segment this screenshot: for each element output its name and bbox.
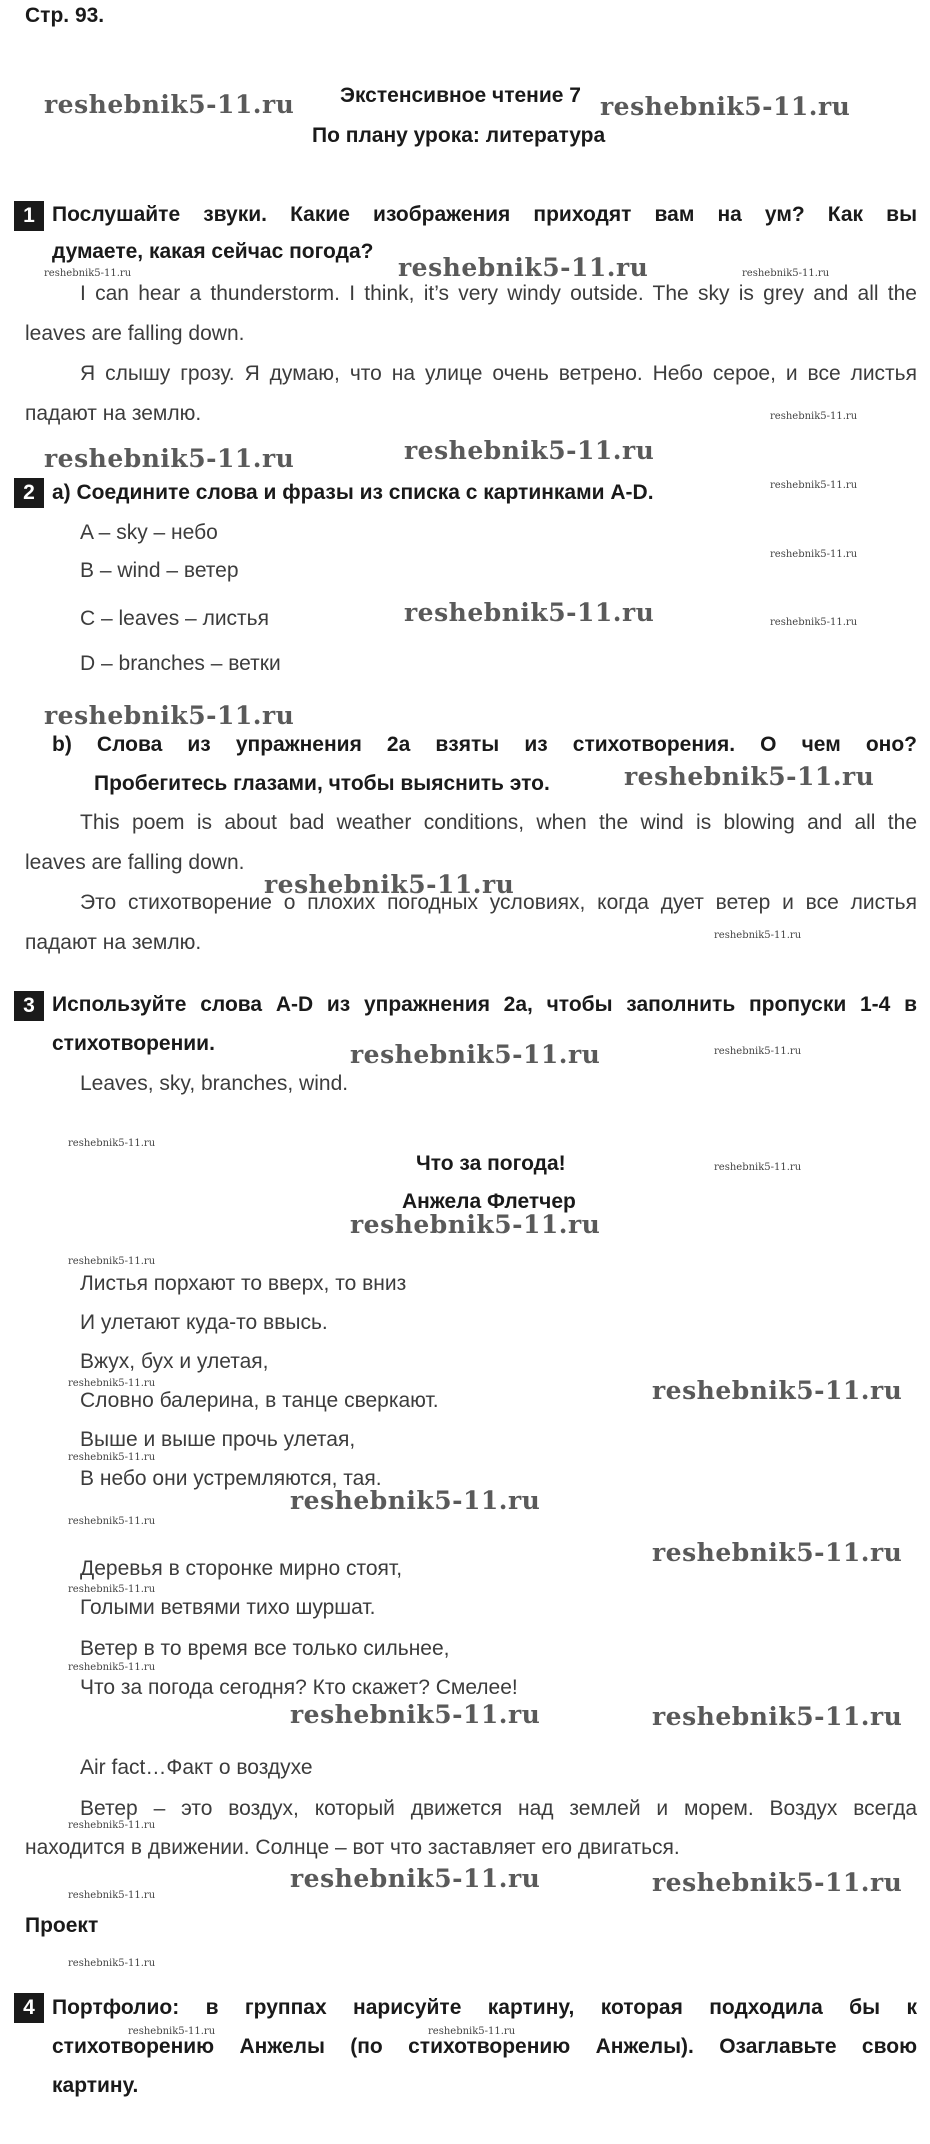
ex4-task-line3: картину. <box>52 2074 139 2097</box>
ex3-answer: Leaves, sky, branches, wind. <box>80 1072 349 1095</box>
watermark: reshebnik5-11.ru <box>398 253 649 282</box>
ex2-task-b-line2: Пробегитесь глазами, чтобы выяснить это. <box>94 772 550 795</box>
ex2-match-b: B – wind – ветер <box>80 559 239 582</box>
watermark: reshebnik5-11.ru <box>624 762 875 791</box>
page-subtitle: По плану урока: литература <box>312 124 606 147</box>
poem-line: И улетают куда-то ввысь. <box>80 1311 328 1334</box>
watermark: reshebnik5-11.ru <box>652 1538 903 1567</box>
watermark: reshebnik5-11.ru <box>290 1700 541 1729</box>
ex2-answer-en-line2: leaves are falling down. <box>25 851 245 874</box>
ex1-task-line2: думаете, какая сейчас погода? <box>52 240 374 263</box>
ex1-answer-en-line2: leaves are falling down. <box>25 322 245 345</box>
ex2-answer-ru-line2: падают на землю. <box>25 931 202 954</box>
watermark: reshebnik5-11.ru <box>44 90 295 119</box>
poem-title: Что за погода! <box>416 1152 566 1175</box>
watermark-small: reshebnik5-11.ru <box>68 1516 156 1527</box>
poem-line: В небо они устремляются, тая. <box>80 1467 382 1490</box>
ex3-task-line2: стихотворении. <box>52 1032 215 1055</box>
poem-line: Ветер в то время все только сильнее, <box>80 1637 450 1660</box>
watermark-small: reshebnik5-11.ru <box>44 268 132 279</box>
watermark: reshebnik5-11.ru <box>290 1864 541 1893</box>
watermark-small: reshebnik5-11.ru <box>714 1046 802 1057</box>
watermark: reshebnik5-11.ru <box>652 1868 903 1897</box>
watermark: reshebnik5-11.ru <box>652 1376 903 1405</box>
watermark-small: reshebnik5-11.ru <box>68 1452 156 1463</box>
watermark: reshebnik5-11.ru <box>404 598 655 627</box>
watermark-small: reshebnik5-11.ru <box>68 1890 156 1901</box>
poem-line: Листья порхают то вверх, то вниз <box>80 1272 407 1295</box>
ex4-task-line2: стихотворению Анжелы (по стихотворению Анжелы). Озаглавьте свою <box>52 2035 917 2058</box>
watermark-small: reshebnik5-11.ru <box>770 480 858 491</box>
watermark-small: reshebnik5-11.ru <box>68 1662 156 1673</box>
ex2-task-b-line1: b) Слова из упражнения 2a взяты из стихотворения. О чем оно? <box>52 733 917 756</box>
exercise-number-1: 1 <box>14 201 44 231</box>
ex2-match-a: A – sky – небо <box>80 521 218 544</box>
poem-line: Вжух, бух и улетая, <box>80 1350 269 1373</box>
poem-line: Голыми ветвями тихо шуршат. <box>80 1596 376 1619</box>
watermark-small: reshebnik5-11.ru <box>68 1584 156 1595</box>
watermark: reshebnik5-11.ru <box>290 1486 541 1515</box>
ex2-match-d: D – branches – ветки <box>80 652 281 675</box>
ex2-match-c: C – leaves – листья <box>80 607 269 630</box>
ex2-answer-ru-line1: Это стихотворение о плохих погодных условиях, когда дует ветер и все листья <box>80 891 917 914</box>
poem-line: Деревья в сторонке мирно стоят, <box>80 1557 403 1580</box>
air-fact-line1: Ветер – это воздух, который движется над землей и морем. Воздух всегда <box>80 1797 917 1820</box>
air-fact-line2: находится в движении. Солнце – вот что заставляет его двигаться. <box>25 1836 680 1859</box>
exercise-number-3: 3 <box>14 991 44 1021</box>
watermark: reshebnik5-11.ru <box>264 870 515 899</box>
ex2-answer-en-line1: This poem is about bad weather conditions, when the wind is blowing and all the <box>80 811 917 834</box>
ex1-answer-ru-line2: падают на землю. <box>25 402 202 425</box>
watermark-small: reshebnik5-11.ru <box>68 1820 156 1831</box>
watermark: reshebnik5-11.ru <box>652 1702 903 1731</box>
ex1-task-line1: Послушайте звуки. Какие изображения приходят вам на ум? Как вы <box>52 203 917 226</box>
watermark: reshebnik5-11.ru <box>404 436 655 465</box>
poem-author: Анжела Флетчер <box>402 1190 576 1213</box>
watermark: reshebnik5-11.ru <box>350 1040 601 1069</box>
ex3-task-line1: Используйте слова A-D из упражнения 2a, чтобы заполнить пропуски 1-4 в <box>52 993 917 1016</box>
watermark-small: reshebnik5-11.ru <box>428 2026 516 2037</box>
poem-line: Словно балерина, в танце сверкают. <box>80 1389 439 1412</box>
watermark: reshebnik5-11.ru <box>350 1210 601 1239</box>
exercise-number-4: 4 <box>14 1993 44 2023</box>
watermark-small: reshebnik5-11.ru <box>714 930 802 941</box>
watermark-small: reshebnik5-11.ru <box>714 1162 802 1173</box>
ex2-task-a: a) Соедините слова и фразы из списка с картинками A-D. <box>52 481 654 504</box>
poem-line: Что за погода сегодня? Кто скажет? Смелее! <box>80 1676 518 1699</box>
page-title: Экстенсивное чтение 7 <box>340 84 581 107</box>
watermark-small: reshebnik5-11.ru <box>68 1256 156 1267</box>
watermark: reshebnik5-11.ru <box>600 92 851 121</box>
watermark: reshebnik5-11.ru <box>44 444 295 473</box>
watermark-small: reshebnik5-11.ru <box>742 268 830 279</box>
ex1-answer-ru-line1: Я слышу грозу. Я думаю, что на улице очень ветрено. Небо серое, и все листья <box>80 362 917 385</box>
watermark-small: reshebnik5-11.ru <box>68 1378 156 1389</box>
watermark-small: reshebnik5-11.ru <box>68 1958 156 1969</box>
watermark-small: reshebnik5-11.ru <box>128 2026 216 2037</box>
ex4-task-line1: Портфолио: в группах нарисуйте картину, которая подходила бы к <box>52 1996 917 2019</box>
watermark-small: reshebnik5-11.ru <box>770 549 858 560</box>
ex1-answer-en-line1: I can hear a thunderstorm. I think, it’s very windy outside. The sky is grey and all the <box>80 282 917 305</box>
air-fact-title: Air fact…Факт о воздухе <box>80 1756 313 1779</box>
page-label: Стр. 93. <box>25 4 105 27</box>
watermark-small: reshebnik5-11.ru <box>68 1138 156 1149</box>
watermark: reshebnik5-11.ru <box>44 701 295 730</box>
watermark-small: reshebnik5-11.ru <box>770 411 858 422</box>
watermark-small: reshebnik5-11.ru <box>770 617 858 628</box>
poem-line: Выше и выше прочь улетая, <box>80 1428 356 1451</box>
project-heading: Проект <box>25 1914 99 1937</box>
exercise-number-2: 2 <box>14 478 44 508</box>
